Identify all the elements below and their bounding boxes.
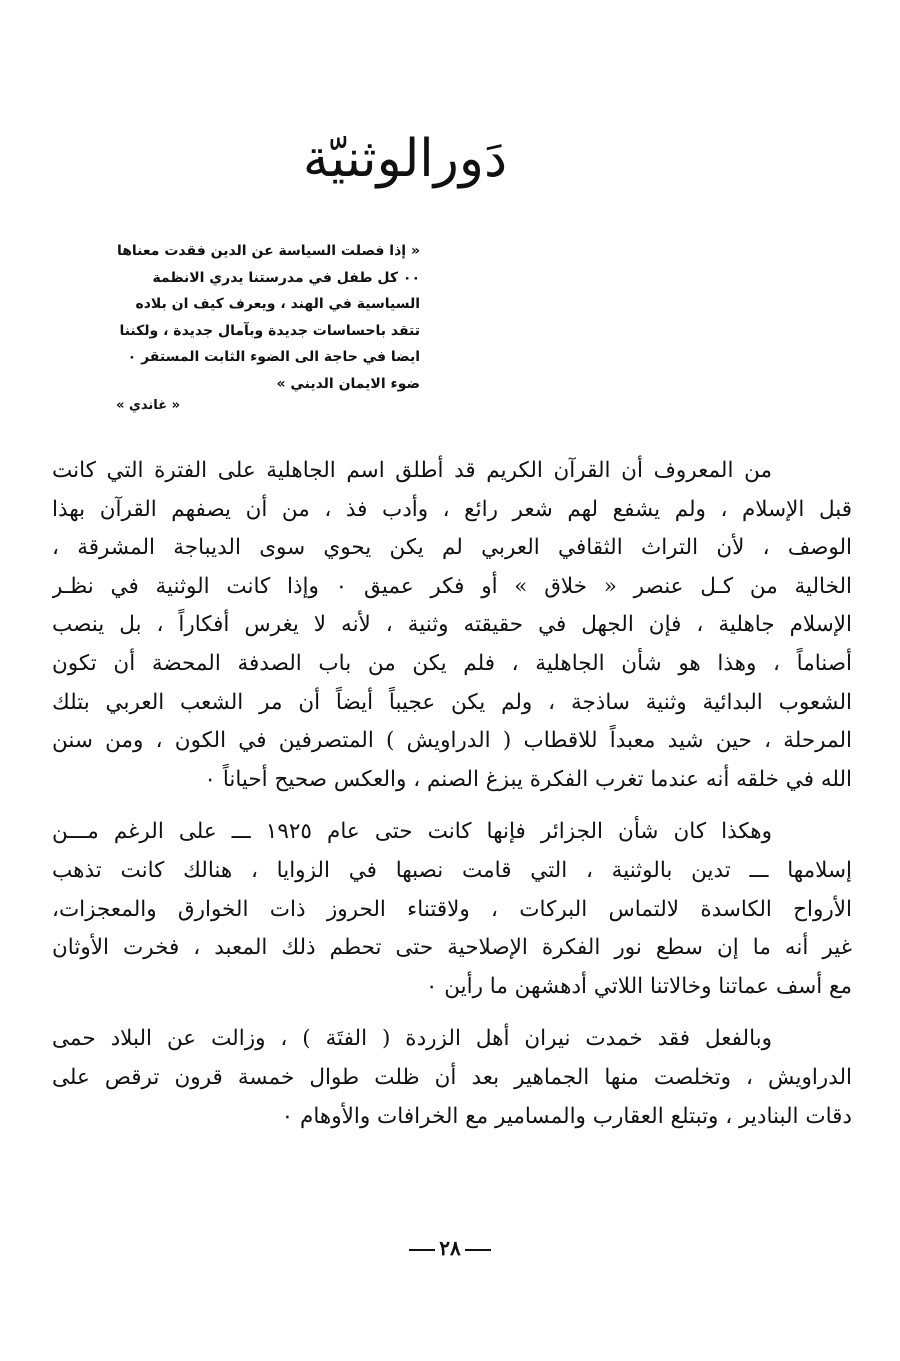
page-number [0,1236,900,1260]
body-text [52,452,852,1150]
epigraph-line: « إذا فصلت السياسة عن الدين فقدت معناها [116,243,420,259]
text-line: المرحلة ، حين شيد معبداً للاقطاب ( الدراويش ) المتصرفين في الكون ، ومن سنن [52,728,852,754]
text-line: قبل الإسلام ، ولم يشفع لهم شعر رائع ، وأدب فذ ، من أن يصفهم القرآن بهذا [52,496,852,522]
epigraph-line: ٠٠ كل طفل في مدرستنا يدري الانظمة [152,269,420,286]
paragraph-3 [52,1020,852,1136]
text-line: مع أسف عماتنا وخالاتنا اللاتي أدهشهن ما رأين ٠ [425,973,852,999]
text-line: الدراويش ، وتخلصت منها الجماهير بعد أن ظلت طوال خمسة قرون ترقص على [52,1064,852,1090]
epigraph-quote [90,238,420,397]
epigraph-author: « غاندي » [116,398,180,413]
dash-decoration [409,1249,435,1251]
epigraph-line: تتقد باحساسات جديدة وبآمال جديدة ، ولكننا [119,322,420,339]
dash-decoration [465,1249,491,1251]
text-line: غير أنه ما إن سطع نور الفكرة الإصلاحية حتى تحطم ذلك المعبد ، فخرت الأوثان [52,935,852,961]
epigraph-line: السياسية في الهند ، ويعرف كيف ان بلاده [135,296,420,312]
paragraph-2 [52,813,852,1006]
text-line: الأرواح الكاسدة لالتماس البركات ، ولاقتناء الحروز ذات الخوارق والمعجزات، [52,896,852,922]
text-line: دقات البنادير ، وتبتلع العقارب والمسامير مع الخرافات والأوهام ٠ [281,1103,852,1129]
text-line: من المعروف أن القرآن الكريم قد أطلق اسم الجاهلية على الفترة التي كانت [52,458,772,483]
chapter-title: دَورالوثنيّة [302,129,508,189]
text-line: أصناماً ، وهذا هو شأن الجاهلية ، فلم يكن من باب الصدفة المحضة أن تكون [52,650,852,676]
epigraph-line: ضوء الايمان الديني » [276,375,420,392]
text-line: الخالية من كـل عنصر « خلاق » أو فكر عميق ٠ وإذا كانت الوثنية في نظـر [52,573,852,599]
page-number-value: ٢٨ [439,1236,461,1260]
text-line: الله في خلقه أنه عندما تغرب الفكرة يبزغ الصنم ، والعكس صحيح أحياناً ٠ [204,766,852,792]
text-line: الإسلام جاهلية ، فإن الجهل في حقيقته وثنية ، لأنه لا يغرس أفكاراً ، بل ينصب [52,612,852,638]
epigraph-line: ايضا في حاجة الى الضوء الثابت المستقر ٠ [127,349,420,365]
text-line: وبالفعل فقد خمدت نيران أهل الزردة ( الفتَة ) ، وزالت عن البلاد حمى [52,1026,772,1052]
text-line: إسلامها ـــ تدين بالوثنية ، التي قامت نصبها في الزوايا ، هنالك كانت تذهب [52,857,852,883]
text-line: الشعوب البدائية وثنية ساذجة ، ولم يكن عجيباً أيضاً أن مر الشعب العربي بتلك [52,689,852,715]
paragraph-1 [52,452,852,799]
text-line: الوصف ، لأن التراث الثقافي العربي لم يكن يحوي سوى الديباجة المشرقة ، [52,535,852,561]
text-line: وهكذا كان شأن الجزائر فإنها كانت حتى عام ١٩٢٥ ـــ على الرغم مـــن [52,819,772,845]
